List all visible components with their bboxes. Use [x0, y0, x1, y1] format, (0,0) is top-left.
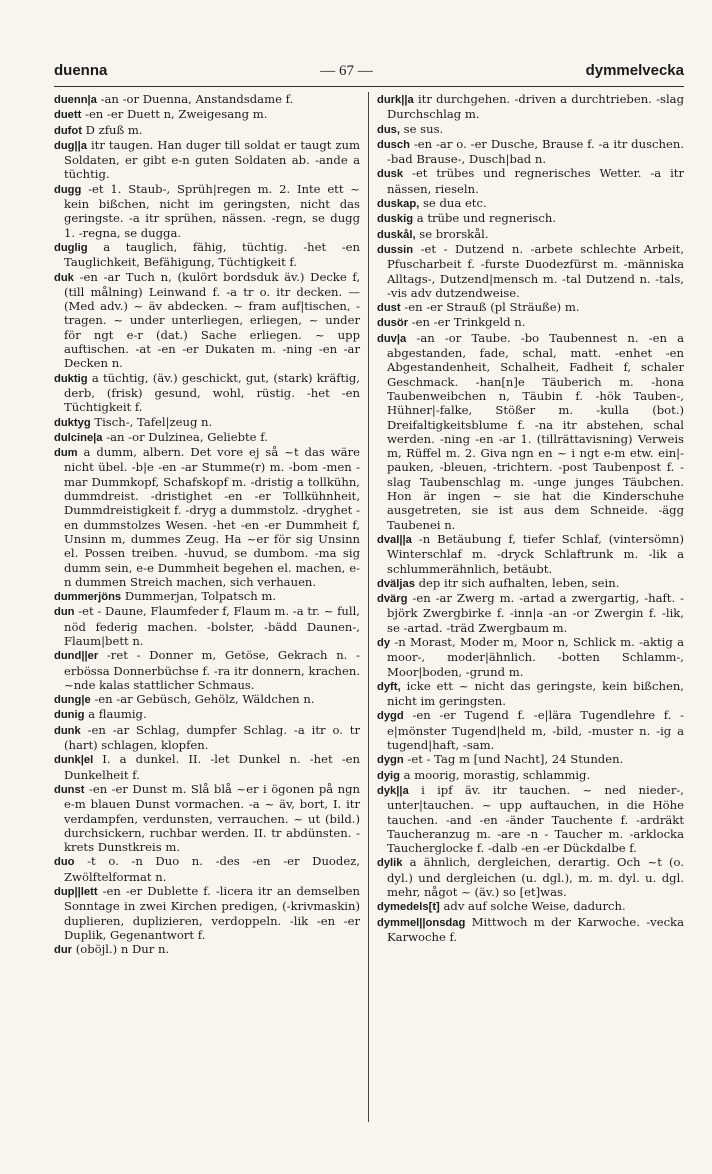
- entry-text: -an -or Dulzinea, Geliebte f.: [102, 429, 268, 444]
- dictionary-entry: [54, 107, 360, 122]
- entry-text: se dua etc.: [419, 196, 487, 211]
- left-column: [54, 92, 369, 1122]
- columns: [54, 92, 684, 1122]
- entry-text: -en -er Dublette f. -licera itr an demselben Sonntage in zwei Kirchen predigen, (-krivmaskin) duplieren, duplizieren, verdoppeln. -lik -en -er Duplik, Gegenantwort f.: [64, 884, 360, 942]
- entry-headword: dval||a: [377, 533, 412, 546]
- entry-headword: dusch: [377, 138, 410, 151]
- dictionary-entry: [377, 708, 684, 752]
- entry-headword: dund||er: [54, 650, 99, 663]
- entry-headword: duskål,: [377, 228, 416, 241]
- entry-text: itr durchgehen. -driven a durchtrieben. -slag Durchschlag m.: [387, 92, 684, 122]
- entry-headword: dymedels[t]: [377, 901, 440, 914]
- entry-headword: dummerjöns: [54, 591, 122, 604]
- entry-text: -n Morast, Moder m, Moor n, Schlick m. -aktig a moor-, moder|ähnlich. -botten Schlamm-, Moor|boden, -grund m.: [387, 634, 684, 679]
- entry-text: (oböjl.) n Dur n.: [72, 942, 170, 957]
- entry-text: a ähnlich, dergleichen, derartig. Och ~t (o. dyl.) und dergleichen (u. dgl.), m. m. dyl. u. dgl. mehr, något ~ (äv.) so [et]was.: [387, 855, 684, 900]
- entry-headword: dunig: [54, 709, 85, 722]
- entry-headword: dusk: [377, 168, 404, 181]
- dictionary-entry: [54, 182, 360, 240]
- entry-text: -an -or Taube. -bo Taubennest n. -en a abgestanden, fade, schal, matt. -enhet -en Abgestandenheit, Schalheit, Fadheit f, schaler Geschmack. -han[n]e Täuberich m. -hona Taubenweibchen n, Täubin f. -hök Tauben-, Hühner|-falke, Stößer m. -kulla (bot.) Dreifaltigkeitsblume f. -na itr abstehen, schal werden. -ning -en -ar 1. (tillrättavisning) Verweis m, Rüffel m. 2. Giva ngn en ~ i ngt e-m etw. ein|-pauken, -bleuen, -trichtern. -post Taubenpost f. -slag Taubenschlag m. -unge junges Täubchen. Hon är ingen ~ sie hat die Kinderschuhe ausgetreten, sie ist aus dem Schneide. -ägg Taubenei n.: [387, 330, 684, 532]
- entry-headword: dur: [54, 944, 73, 957]
- dictionary-entry: [54, 723, 360, 753]
- entry-headword: dygd: [377, 710, 404, 723]
- dictionary-entry: [377, 899, 684, 914]
- entry-text: Dummerjan, Tolpatsch m.: [121, 589, 277, 604]
- dictionary-entry: [54, 884, 360, 942]
- entry-headword: dunk: [54, 724, 81, 737]
- entry-text: -en -ar o. -er Dusche, Brause f. -a itr duschen. -bad Brause-, Dusch|bad n.: [387, 136, 684, 167]
- dictionary-entry: [377, 92, 684, 122]
- dictionary-entry: [377, 591, 684, 635]
- dictionary-entry: [377, 122, 684, 137]
- dictionary-entry: [377, 783, 684, 855]
- entry-headword: duskap,: [377, 198, 420, 211]
- entry-headword: dum: [54, 447, 78, 460]
- entry-text: -an -or Duenna, Anstandsdame f.: [96, 92, 294, 106]
- dictionary-entry: [377, 227, 684, 242]
- entry-text: -en -ar Gebüsch, Gehölz, Wäldchen n.: [90, 692, 315, 707]
- entry-headword: duk: [54, 271, 74, 284]
- entry-text: -et trübes und regnerisches Wetter. -a itr nässen, rieseln.: [387, 166, 684, 196]
- entry-text: -en -er Tugend f. -e|lära Tugendlehre f. -e|mönster Tugend|held m, -bild, -muster n. -ig a tugend|haft, -sam.: [387, 708, 684, 753]
- entry-text: se sus.: [400, 121, 444, 136]
- entry-text: icke ett ~ nicht das geringste, kein bißchen, nicht im geringsten.: [387, 678, 684, 709]
- entry-text: Mittwoch m der Karwoche. -vecka Karwoche f.: [387, 914, 684, 944]
- entry-headword: dymmel||onsdag: [377, 916, 466, 929]
- entry-headword: dygn: [377, 754, 404, 767]
- entry-headword: dufot: [54, 124, 82, 137]
- dictionary-entry: [54, 138, 360, 182]
- entry-headword: dylik: [377, 857, 403, 870]
- right-column: [369, 92, 684, 1122]
- entry-headword: dug||a: [54, 139, 87, 152]
- dictionary-entry: [377, 137, 684, 167]
- dictionary-entry: [54, 707, 360, 722]
- dictionary-entry: [377, 679, 684, 709]
- dictionary-entry: [54, 942, 360, 957]
- entry-headword: duo: [54, 856, 75, 869]
- entry-headword: duett: [54, 109, 82, 122]
- page-number: — 67 —: [320, 63, 373, 79]
- entry-text: -et - Dutzend n. -arbete schlechte Arbeit, Pfuscharbeit f. -furste Duodezfürst m. -människa Alltags-, Dutzend|mensch m. -tal Dutzend n. -tals, -vis adv dutzendweise.: [387, 241, 684, 300]
- entry-text: -en -er Strauß (pl Sträuße) m.: [400, 300, 580, 315]
- entry-text: se brorskål.: [415, 226, 489, 241]
- entry-text: -ret - Donner m, Getöse, Gekrach n. -erbössa Donnerbüchse f. -ra itr donnern, krachen. ~nde kalas stattlicher Schmaus.: [64, 648, 360, 692]
- dictionary-entry: [377, 768, 684, 783]
- header-right-guideword: dymmelvecka: [585, 62, 684, 79]
- entry-headword: duktyg: [54, 416, 91, 429]
- entry-text: a tauglich, fähig, tüchtig. -het -en Tauglichkeit, Befähigung, Tüchtigkeit f.: [64, 239, 360, 270]
- dictionary-entry: [54, 752, 360, 782]
- entry-headword: duskig: [377, 213, 414, 226]
- entry-text: -en -er Trinkgeld n.: [408, 315, 526, 330]
- entry-headword: dust: [377, 302, 401, 315]
- entry-text: -en -ar Tuch n, (kulört bordsduk äv.) Decke f, (till målning) Leinwand f. -a tr o. itr decken. — (Med adv.) ~ äv abdecken. ~ fram auf|tischen, -tragen. ~ under unterliegen, erliegen, ~ under för ngt e-r (dat.) Sache erliegen. ~ upp auftischen. -at -en -er Dukaten m. -ning -en -ar Decken n.: [64, 269, 360, 371]
- dictionary-entry: [54, 589, 360, 604]
- dictionary-entry: [54, 782, 360, 854]
- entry-headword: dy: [377, 636, 391, 649]
- dictionary-entry: [54, 92, 360, 107]
- dictionary-entry: [54, 371, 360, 415]
- entry-text: itr taugen. Han duger till soldat er taugt zum Soldaten, er gibt e-n guten Soldaten ab. -ande a tüchtig.: [64, 137, 360, 182]
- dictionary-entry: [54, 430, 360, 445]
- entry-text: -et - Tag m [und Nacht], 24 Stunden.: [403, 752, 624, 767]
- dictionary-entry: [54, 240, 360, 270]
- dictionary-entry: [377, 300, 684, 315]
- dictionary-entry: [54, 692, 360, 707]
- dictionary-entry: [377, 315, 684, 330]
- entry-text: D zfuß m.: [81, 122, 143, 137]
- entry-headword: dyft,: [377, 680, 401, 693]
- dictionary-entry: [377, 532, 684, 576]
- entry-headword: dunk|el: [54, 754, 94, 767]
- dictionary-entry: [377, 752, 684, 767]
- entry-headword: dulcine|a: [54, 431, 103, 444]
- entry-headword: dusör: [377, 317, 409, 330]
- dictionary-entry: [54, 415, 360, 430]
- dictionary-entry: [377, 242, 684, 300]
- dictionary-entry: [377, 855, 684, 899]
- page-header: [54, 62, 684, 84]
- dictionary-entry: [377, 196, 684, 211]
- entry-headword: dugg: [54, 183, 82, 196]
- entry-text: a dumm, albern. Det vore ej så ~t das wäre nicht übel. -b|e -en -ar Stumme(r) m. -bom -men -mar Dummkopf, Schafskopf m. -dristig a tollkühn, dummdreist. -dristighet -en -er Tollkühnheit, Dummdreistigkeit f. -dryg a dummstolz. -dryghet -en dummstolzes Wesen. -het -en -er Dummheit f, Unsinn m, dummes Zeug. Ha ~er för sig Unsinn el. Possen treiben. -huvud, se dumbom. -ma sig dumm sein, e-e Dummheit begehen el. machen, e-n dummen Streich machen, sich verhauen.: [64, 445, 360, 589]
- dictionary-entry: [377, 211, 684, 226]
- entry-text: a flaumig.: [84, 707, 147, 722]
- entry-text: -en -ar Zwerg m. -artad a zwergartig, -haft. -björk Zwergbirke f. -inn|a -an -or Zwergin f. -lik, se -artad. -träd Zwergbaum m.: [387, 591, 684, 635]
- dictionary-entry: [377, 635, 684, 679]
- entry-headword: dus,: [377, 123, 400, 136]
- entry-text: a tüchtig, (äv.) geschickt, gut, (stark) kräftig, derb, (frisk) gesund, wohl, rüstig. -het -en Tüchtigkeit f.: [64, 370, 360, 415]
- entry-text: a moorig, morastig, schlammig.: [400, 767, 591, 782]
- entry-text: -en -er Duett n, Zweigesang m.: [81, 107, 268, 122]
- dictionary-entry: [54, 445, 360, 589]
- dictionary-entry: [54, 123, 360, 138]
- dictionary-entry: [54, 854, 360, 884]
- entry-text: -en -er Dunst m. Slå blå ~er i ögonen på ngn e-m blauen Dunst vormachen. -a ~ äv, bort, I. itr verdampfen, verdunsten, verrauchen. ~ ut (bild.) durchsickern, ruchbar werden. II. tr abdünsten. -krets Dunstkreis m.: [64, 781, 360, 855]
- entry-text: I. a dunkel. II. -let Dunkel n. -het -en Dunkelheit f.: [64, 752, 360, 782]
- dictionary-entry: [377, 331, 684, 532]
- entry-headword: dvärg: [377, 593, 408, 606]
- entry-text: i ipf äv. itr tauchen. ~ ned nieder-, unter|tauchen. ~ upp auftauchen, in die Höhe tauchen. -and -en -änder Tauchente f. -ardräkt Taucheranzug m. -are -n - Taucher m. -arklocka Taucherglocke f. -dalb -en -er Dückdalbe f.: [387, 782, 684, 856]
- entry-text: adv auf solche Weise, dadurch.: [439, 899, 626, 914]
- entry-text: -n Betäubung f, tiefer Schlaf, (vintersömn) Winterschlaf m. -dryck Schlaftrunk m. -lik a schlummerähnlich, betäubt.: [387, 531, 684, 576]
- header-rule: [54, 86, 684, 87]
- entry-headword: dyk||a: [377, 784, 409, 797]
- entry-headword: dung|e: [54, 694, 91, 707]
- dictionary-entry: [377, 576, 684, 591]
- entry-text: -et - Daune, Flaumfeder f, Flaum m. -a tr. ~ full, nöd federig machen. -bolster, -bädd Daunen-, Flaum|bett n.: [64, 604, 360, 648]
- entry-headword: dun: [54, 606, 75, 619]
- entry-headword: dunst: [54, 783, 85, 796]
- header-left-guideword: duenna: [54, 62, 108, 79]
- dictionary-entry: [377, 166, 684, 196]
- entry-text: Tisch-, Tafel|zeug n.: [90, 414, 213, 429]
- entry-text: a trübe und regnerisch.: [413, 211, 557, 226]
- entry-text: -t o. -n Duo n. -des -en -er Duodez, Zwölftelformat n.: [64, 854, 360, 884]
- entry-headword: duktig: [54, 372, 88, 385]
- dictionary-entry: [54, 604, 360, 648]
- entry-text: -en -ar Schlag, dumpfer Schlag. -a itr o. tr (hart) schlagen, klopfen.: [64, 722, 360, 753]
- entry-headword: duglig: [54, 241, 88, 254]
- dictionary-entry: [54, 648, 360, 692]
- dictionary-entry: [54, 270, 360, 371]
- entry-text: -et 1. Staub-, Sprüh|regen m. 2. Inte ett ~ kein bißchen, nicht im geringsten, nicht das geringste. -a itr sprühen, nässen. -regn, se dugg 1. -regna, se dugga.: [64, 181, 360, 240]
- entry-text: dep itr sich aufhalten, leben, sein.: [414, 575, 620, 590]
- entry-headword: duv|a: [377, 332, 407, 345]
- entry-headword: durk||a: [377, 94, 414, 106]
- dictionary-entry: [377, 915, 684, 945]
- entry-headword: dväljas: [377, 577, 415, 590]
- entry-headword: duenn|a: [54, 94, 97, 106]
- entry-headword: dup||lett: [54, 886, 98, 899]
- entry-headword: dussin: [377, 243, 414, 256]
- entry-headword: dyig: [377, 769, 400, 782]
